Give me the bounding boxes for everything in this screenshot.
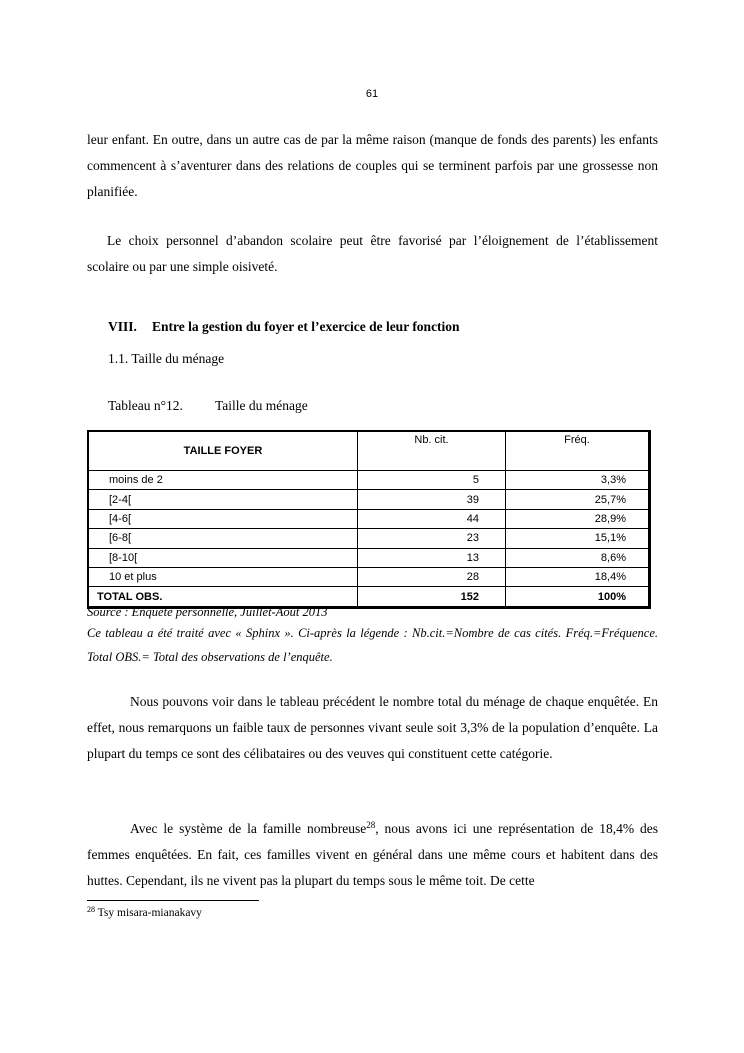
page-number: 61 <box>365 88 379 100</box>
table-caption-title: Taille du ménage <box>214 398 308 413</box>
total-label: TOTAL OBS. <box>88 587 358 607</box>
section-heading <box>108 319 460 335</box>
table-row <box>88 567 650 586</box>
header-taille-foyer: TAILLE FOYER <box>88 431 358 471</box>
row-nb: 28 <box>358 567 506 586</box>
footnote-reference: 28 <box>366 820 376 830</box>
footnote <box>87 907 202 919</box>
row-label: moins de 2 <box>88 471 358 490</box>
table-source: Source : Enquête personnelle, Juillet-Août 2013 <box>87 605 328 619</box>
table-row <box>88 471 650 490</box>
row-label: 10 et plus <box>88 567 358 586</box>
table-header-row <box>88 431 650 471</box>
section-number: VIII. <box>108 319 137 334</box>
total-freq: 100% <box>506 587 650 607</box>
section-title: Entre la gestion du foyer et l’exercice de leur fonction <box>152 319 460 334</box>
total-nb: 152 <box>358 587 506 607</box>
table-row <box>88 490 650 509</box>
table-row <box>88 509 650 528</box>
row-freq: 3,3% <box>506 471 650 490</box>
footnote-text: Tsy misara-mianakavy <box>97 907 202 919</box>
paragraph-analysis: Nous pouvons voir dans le tableau précédent le nombre total du ménage de chaque enquêtée. En effet, nous remarquons un faible taux de personnes vivant seule soit 3,3% de la population d’enquête. La plupart du temps ce sont des célibataires ou des veuves qui constituent cette catégorie. <box>87 694 658 761</box>
subsection-heading: 1.1. Taille du ménage <box>108 351 225 366</box>
row-label: [2-4[ <box>88 490 358 509</box>
paragraph-text-end: , nous avons ici une représentation de 18,4% des femmes enquêtées. En fait, ces familles vivent en général dans une même cours et habitent dans des huttes. Cependant, ils ne vivent pas la plupart du temps sous le même toit. De cette <box>87 821 659 888</box>
row-label: [8-10[ <box>88 548 358 567</box>
row-freq: 8,6% <box>506 548 650 567</box>
row-nb: 44 <box>358 509 506 528</box>
row-nb: 13 <box>358 548 506 567</box>
row-freq: 25,7% <box>506 490 650 509</box>
table-row <box>88 548 650 567</box>
row-freq: 15,1% <box>506 529 650 548</box>
paragraph-school-abandonment: Le choix personnel d’abandon scolaire peut être favorisé par l’éloignement de l’établissement scolaire ou par une simple oisiveté. <box>87 233 658 274</box>
row-nb: 23 <box>358 529 506 548</box>
paragraph-text-start: Avec le système de la famille nombreuse <box>130 821 367 836</box>
footnote-number: 28 <box>87 905 95 914</box>
row-nb: 39 <box>358 490 506 509</box>
footnote-separator <box>87 900 259 901</box>
paragraph-continuation: leur enfant. En outre, dans un autre cas de par la même raison (manque de fonds des parents) les enfants commencent à s’aventurer dans des relations de couples qui se terminent parfois par une grossesse non planifiée. <box>87 132 658 199</box>
table-note: Ce tableau a été traité avec « Sphinx ». Ci-après la légende : Nb.cit.=Nombre de cas cités. Fréq.=Fréquence. Total OBS.= Total des observations de l’enquête. <box>87 626 658 664</box>
paragraph-large-family <box>87 816 658 894</box>
household-size-table <box>87 430 651 609</box>
header-freq: Fréq. <box>506 431 650 471</box>
table-row <box>88 529 650 548</box>
row-freq: 28,9% <box>506 509 650 528</box>
row-label: [4-6[ <box>88 509 358 528</box>
table-caption-label: Tableau n°12. <box>108 398 183 413</box>
row-label: [6-8[ <box>88 529 358 548</box>
header-nb-cit: Nb. cit. <box>358 431 506 471</box>
table-caption <box>108 398 308 414</box>
row-freq: 18,4% <box>506 567 650 586</box>
row-nb: 5 <box>358 471 506 490</box>
